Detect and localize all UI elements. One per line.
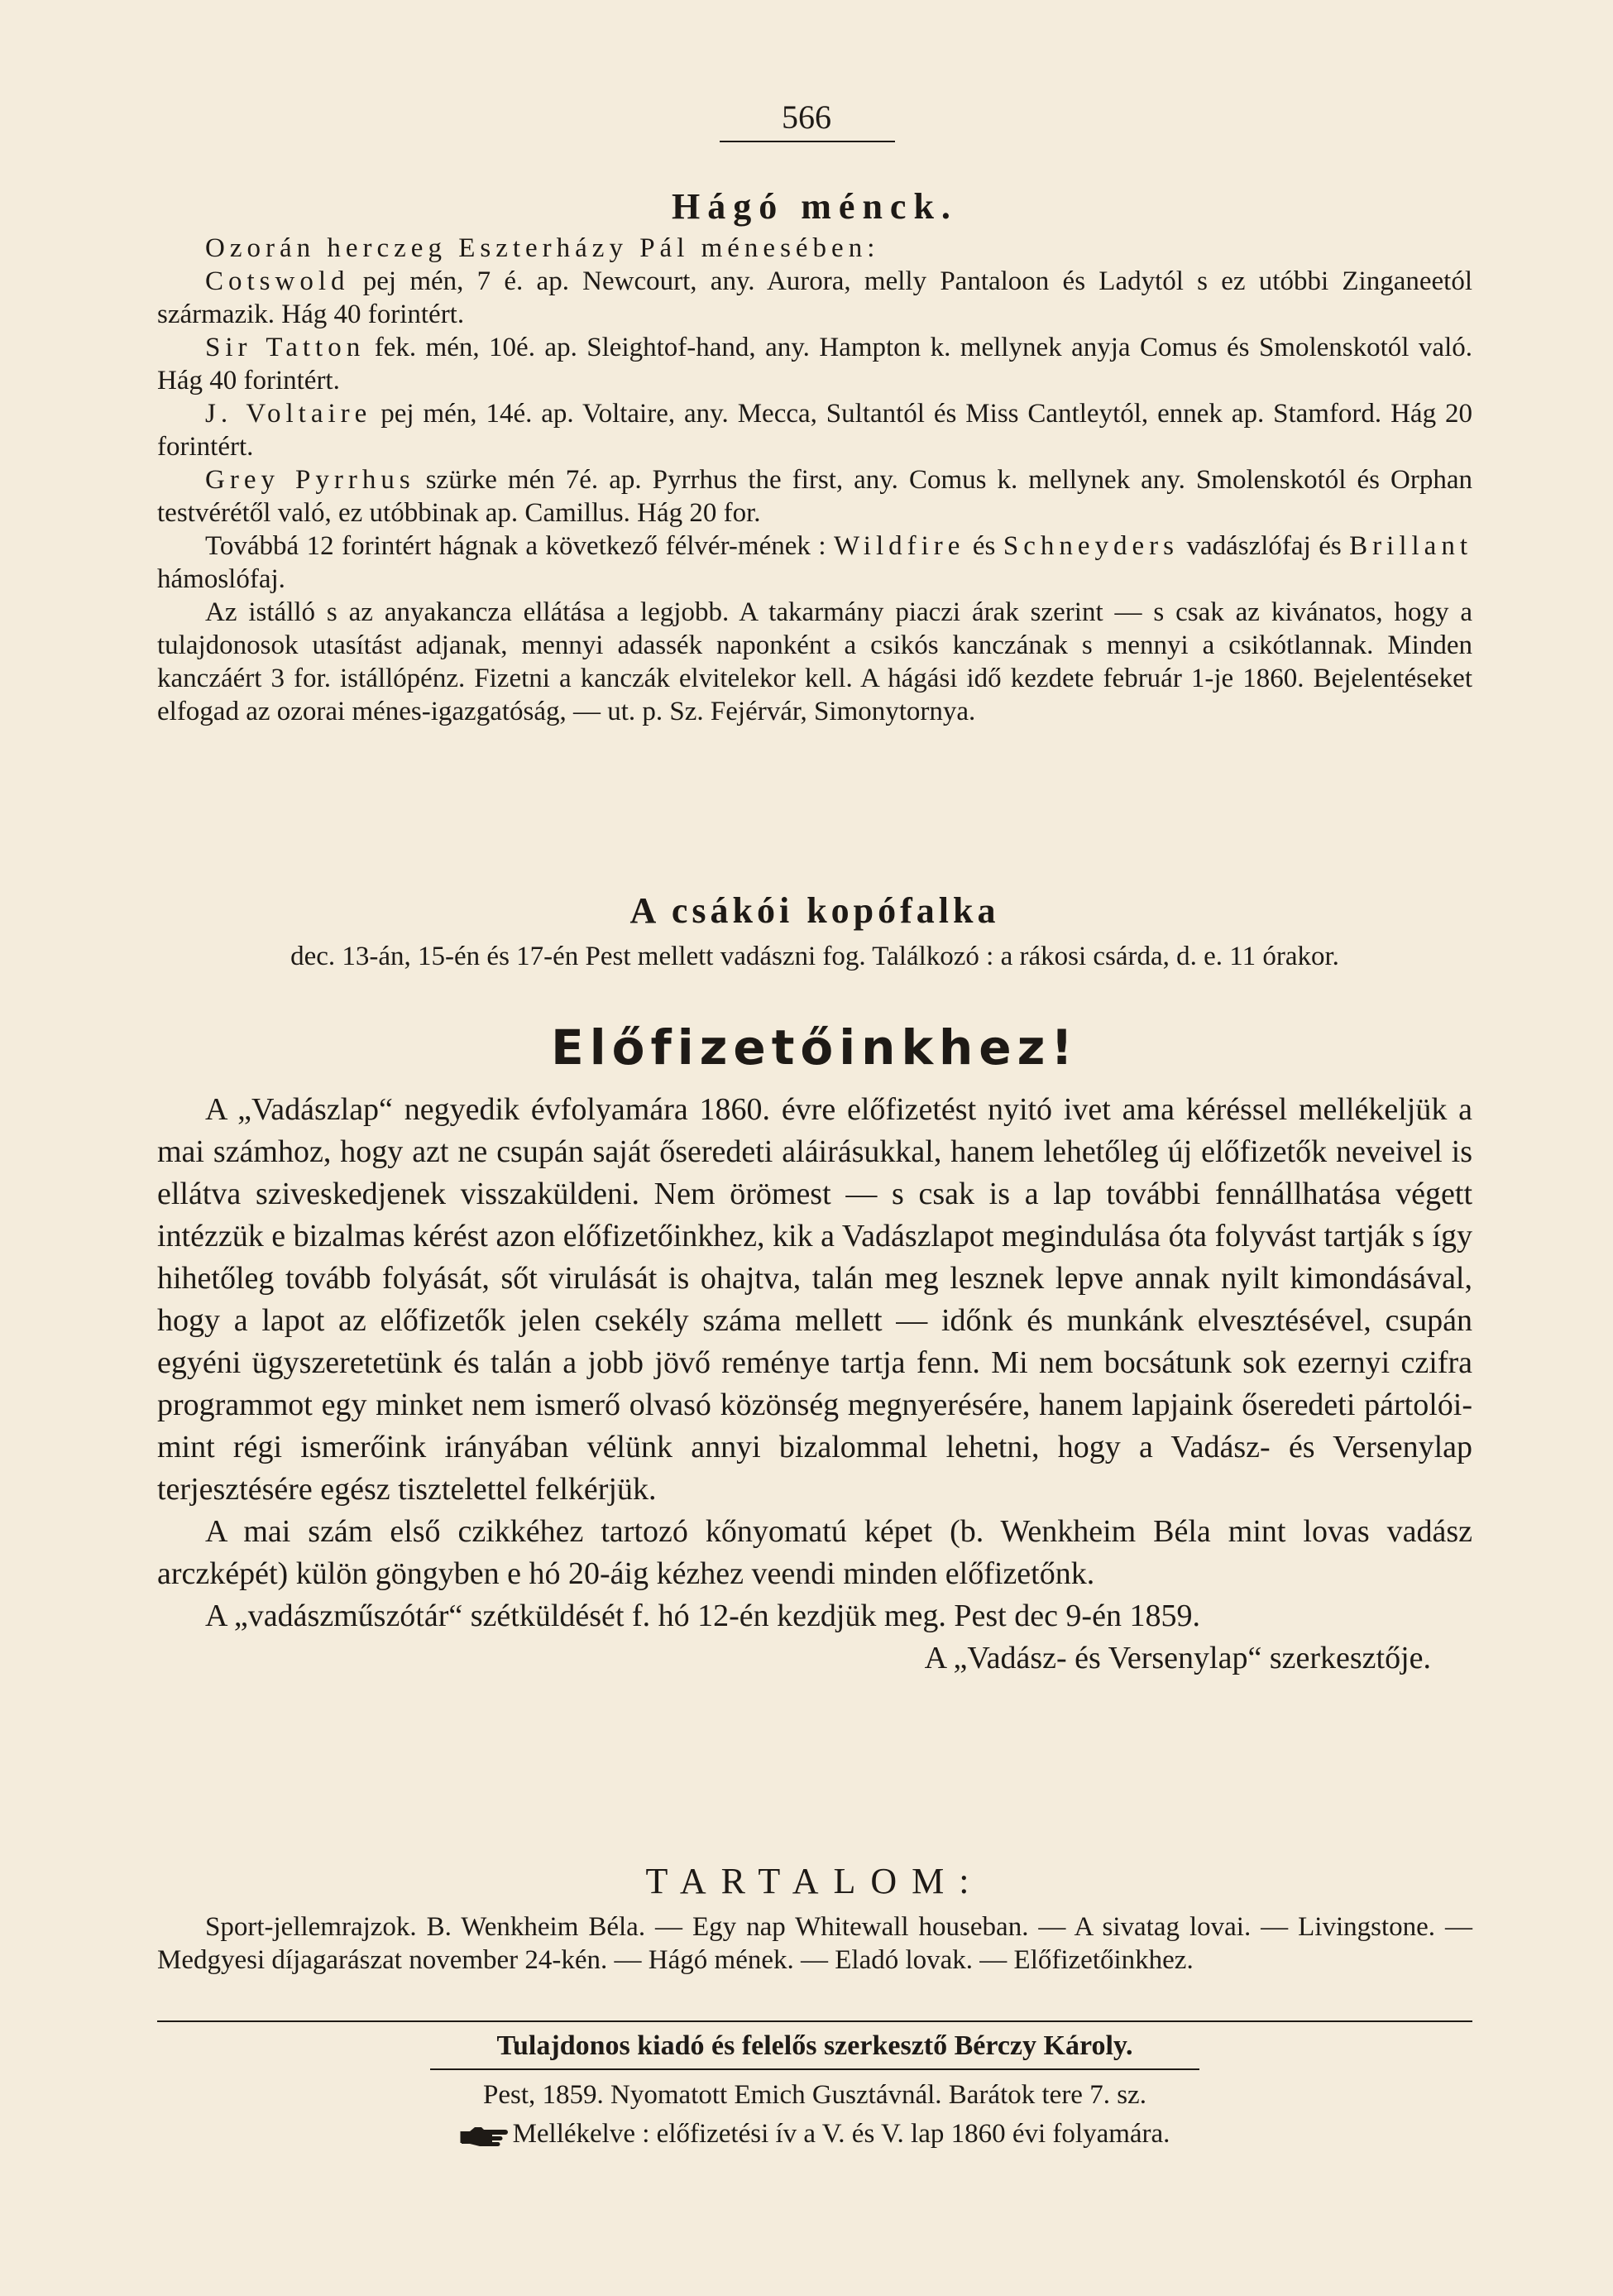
footer-inner-rule (430, 2068, 1199, 2070)
hound-pack-notice: dec. 13-án, 15-én és 17-én Pest mellett vadászni fog. Találkozó : a rákosi csárda, d. e. 11 órakor. (290, 942, 1339, 971)
subscribers-paragraph: A mai szám első czikkéhez tartozó kőnyomatú képet (b. Wenkheim Béla mint lovas vadász arczképét) külön göngyben e hó 20-áig kézhez veendi minden előfizetőnk. (157, 1514, 1472, 1591)
stallion-entry (157, 463, 1472, 530)
stallion-entry (157, 331, 1472, 397)
horse-name: Cotswold (205, 266, 350, 296)
stallion-entry (157, 397, 1472, 463)
printer-line: Pest, 1859. Nyomatott Emich Gusztávnál. Barátok tere 7. sz. (483, 2080, 1146, 2110)
publisher-line: Tulajdonos kiadó és felelős szerkesztő Bérczy Károly. (496, 2030, 1133, 2061)
section-title-subscribers: Előfizetőinkhez! (551, 1019, 1079, 1076)
horse-name: Wildfire (833, 531, 965, 561)
attachment-line (157, 2119, 1472, 2150)
toc-entries: Sport-jellemrajzok. B. Wenkheim Béla. — Egy nap Whitewall houseban. — A sivatag lovai. — Livingstone. — Medgyesi díjagarászat november 24-kén. — Hágó mének. — Eladó lovak. — Előfizetőinkhez. (157, 1912, 1472, 1975)
horse-name: Sir Tatton (205, 333, 366, 362)
toc-title: TARTALOM: (645, 1861, 984, 1901)
horse-name: J. Voltaire (205, 399, 372, 429)
footer-top-rule (157, 2020, 1472, 2022)
horse-description: szürke mén 7é. ap. Pyrrhus the first, any. Comus k. mellynek any. Smolenskotól és Orphan testvérétől való, ez utóbbinak ap. Camillus. Hág 20 for. (157, 465, 1472, 528)
pointing-hand-icon (460, 2125, 508, 2146)
horse-name: Schneyders (1003, 531, 1180, 561)
subscribers-paragraph: A „vadászműszótár“ szétküldését f. hó 12-én kezdjük meg. Pest dec 9-én 1859. (205, 1599, 1200, 1633)
imprint-footer (157, 2020, 1472, 2150)
horse-name: Brillant (1349, 531, 1472, 561)
table-of-contents (157, 1860, 1472, 1977)
stud-terms: Az istálló s az anyakancza ellátása a legjobb. A takarmány piaczi árak szerint — s csak az kivánatos, hogy a tulajdonosok utasítást adjanak, mennyi adassék naponként a csikós kanczának s mennyi a csikótlannak. Minden kanczáért 3 for. istállópénz. Fizetni a kanczák elvitelekor kell. A hágási idő kezdete február 1-je 1860. Bejelentéseket elfogad az ozorai ménes-igazgatóság, — ut. p. Sz. Fejérvár, Simonytornya. (157, 597, 1472, 726)
section-title-hound-pack: A csákói kopófalka (629, 890, 1000, 931)
stallion-section (157, 184, 1472, 728)
subscribers-section (157, 1019, 1472, 1680)
horse-description: pej mén, 14é. ap. Voltaire, any. Mecca, Sultantól és Miss Cantleytól, ennek ap. Stamford. Hág 20 forintért. (157, 399, 1472, 462)
attachment-text: Mellékelve : előfizetési ív a V. és V. lap 1860 évi folyamára. (512, 2119, 1170, 2149)
page-number-rule (720, 141, 895, 142)
page-number: 566 (782, 98, 831, 136)
hound-pack-section (157, 889, 1472, 973)
horse-description: pej mén, 7 é. ap. Newcourt, any. Aurora, melly Pantaloon és Ladytól s ez utóbbi Zinganeetól származik. Hág 40 forintért. (157, 266, 1472, 329)
section-title-stallions: Hágó ménck. (672, 186, 958, 227)
stallion-intro: Ozorán herczeg Eszterházy Pál ménesében: (205, 233, 880, 263)
horse-description: fek. mén, 10é. ap. Sleightof-hand, any. Hampton k. mellynek anyja Comus és Smolenskotól való. Hág 40 forintért. (157, 333, 1472, 395)
horse-name: Grey Pyrrhus (205, 465, 415, 495)
subscribers-paragraph: A „Vadászlap“ negyedik évfolyamára 1860. évre előfizetést nyitó ivet ama kéréssel mellékeljük a mai számhoz, hogy azt ne csupán saját őseredeti aláirásukkal, hanem lehetőleg új előfizetők neveivel is ellátva sziveskedjenek visszaküldeni. Nem örömest — s csak is a lap további fennállhatása végett intézzük e bizalmas kérést azon előfizetőinkhez, kik a Vadászlapot megindulása óta folyvást tartják s így hihetőleg tovább folyását, sőt virulását is ohajtva, talán meg lesznek lepve annak nyilt kimondásával, hogy a lapot az előfizetők jelen csekély száma mellett — időnk és munkánk elvesztésével, csupán egyéni ügyszeretetünk és talán a jobb jövő reménye tartja fenn. Mi nem bocsátunk sok ezernyi czifra programmot egy minket nem ismerő olvasó közönség megnyerésére, hanem lapjaink őseredeti pártolói- mint régi ismerőink irányában vélünk annyi bizalommal lehetni, hogy a Vadász- és Versenylap terjesztésére egész tisztelettel felkérjük. (157, 1092, 1472, 1507)
editor-signature: A „Vadász- és Versenylap“ szerkesztője. (924, 1641, 1431, 1675)
stallion-entry (157, 265, 1472, 331)
further-stallions: Továbbá 12 forintért hágnak a következő félvér-mének : Wildfire és Schneyders vadászlófaj és Brillant hámoslófaj. (157, 531, 1472, 594)
